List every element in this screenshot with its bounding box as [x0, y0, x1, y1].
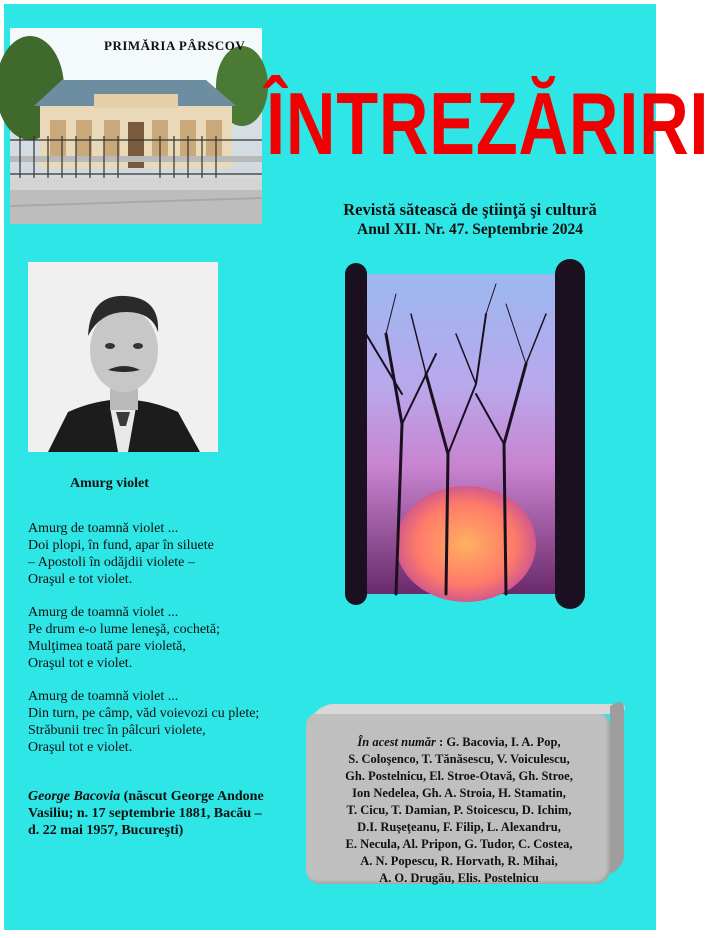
poem-line: Oraşul tot e violet.: [28, 740, 133, 755]
poem-text: [28, 520, 298, 772]
magazine-cover: [4, 4, 709, 930]
contents-line: Ion Nedelea, Gh. A. Stroia, H. Stamatin,: [352, 786, 566, 800]
author-bio-line: d. 22 mai 1957, Bucureşti): [28, 823, 184, 838]
poem-line: Oraşul tot e violet.: [28, 656, 133, 671]
contents-line: A. O. Drugău, Elis. Postelnicu: [379, 871, 539, 885]
contents-line: A. N. Popescu, R. Horvath, R. Mihai,: [360, 854, 558, 868]
author-bio-line: Vasiliu; n. 17 septembrie 1881, Bacău –: [28, 806, 262, 821]
poem-line: Amurg de toamnă violet ...: [28, 689, 179, 704]
contents-line: E. Necula, Al. Pripon, G. Tudor, C. Costea,: [345, 837, 573, 851]
poem-stanza: [28, 520, 298, 588]
contents-line: : G. Bacovia, I. A. Pop,: [435, 735, 561, 749]
author-portrait: [28, 262, 218, 452]
issue-info: Anul XII. Nr. 47. Septembrie 2024: [357, 221, 583, 238]
poem-line: Mulţimea toată pare violetă,: [28, 639, 186, 654]
poem-stanza: [28, 604, 298, 672]
contents-line: Gh. Postelnicu, El. Stroe-Otavă, Gh. Stroe,: [345, 769, 573, 783]
poem-line: Doi plopi, în fund, apar în siluete: [28, 538, 214, 553]
contents-list: [316, 734, 602, 887]
poem-line: Amurg de toamnă violet ...: [28, 521, 179, 536]
contents-line: D.I. Ruşeţeanu, F. Filip, L. Alexandru,: [357, 820, 561, 834]
poem-line: – Apostoli în odăjdii violete –: [28, 555, 195, 570]
sunset-trees-photo: [356, 274, 570, 594]
author-bio-line: (născut George Andone: [120, 789, 264, 804]
poem-title: Amurg violet: [70, 476, 149, 491]
poem-line: Oraşul e tot violet.: [28, 572, 133, 587]
contents-line: T. Cicu, T. Damian, P. Stoicescu, D. Ichim,: [346, 803, 572, 817]
town-hall-illustration: [10, 28, 262, 224]
author-bio: [28, 788, 298, 839]
magazine-title: ÎNTREZĂRIRI: [266, 74, 709, 173]
poem-line: Amurg de toamnă violet ...: [28, 605, 179, 620]
poem-line: Din turn, pe câmp, văd voievozi cu plete;: [28, 706, 260, 721]
contents-label: În acest număr: [357, 735, 436, 749]
contents-box: [306, 712, 610, 884]
magazine-subtitle: Revistă sătească de ştiinţă şi cultură: [343, 200, 597, 219]
author-name: George Bacovia: [28, 789, 121, 804]
town-hall-photo: [10, 28, 262, 224]
contents-line: S. Coloşenco, T. Tănăsescu, V. Voiculescu,: [348, 752, 570, 766]
town-hall-label: PRIMĂRIA PÂRSCOV: [104, 38, 246, 53]
poem-stanza: [28, 688, 298, 756]
poem-line: Străbunii trec în pâlcuri violete,: [28, 723, 206, 738]
poem-line: Pe drum e-o lume leneşă, cochetă;: [28, 622, 221, 637]
